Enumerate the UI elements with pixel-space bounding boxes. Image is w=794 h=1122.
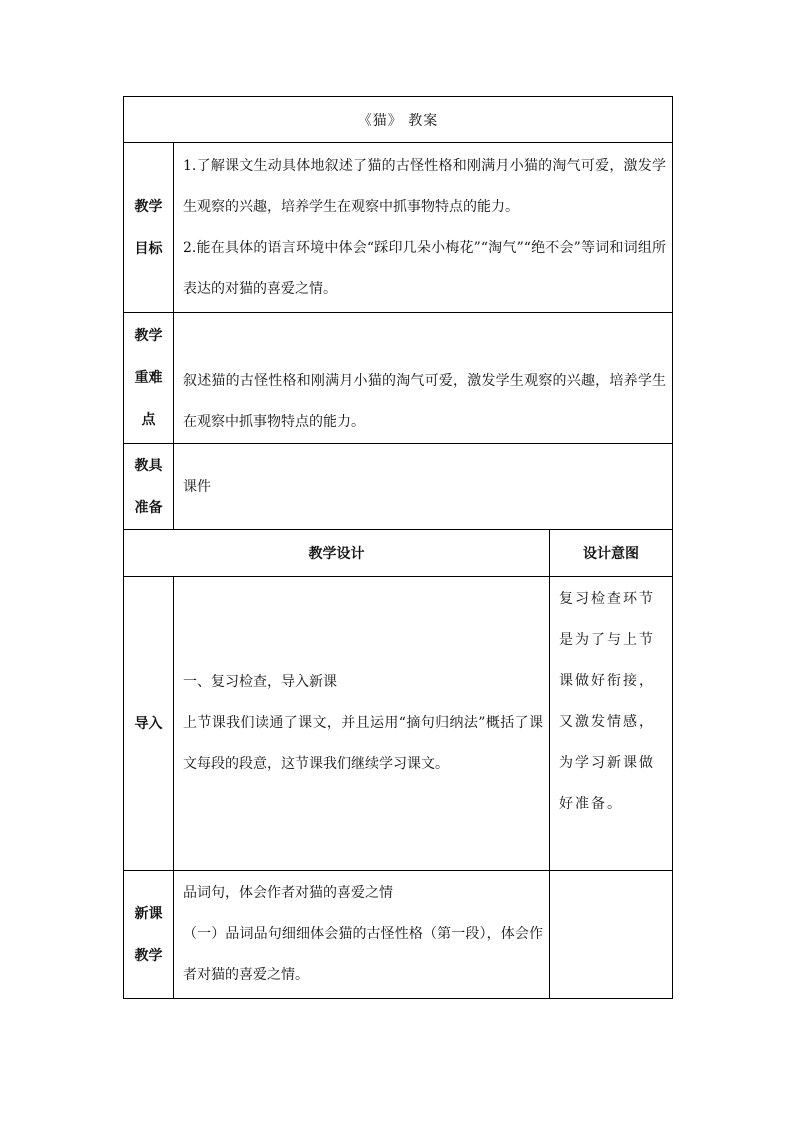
- materials-content: [174, 444, 673, 530]
- materials-label-top: 教具: [134, 457, 163, 474]
- intent-header: 设计意图: [550, 530, 673, 577]
- materials-row: [124, 444, 673, 530]
- key-points-label-1: 教学: [134, 328, 163, 344]
- section-header-row: [124, 530, 673, 577]
- intro-intent-text: 复习检查环节是为了与上节课做好衔接，又激发情感，为学习新课做好准备。: [559, 591, 655, 812]
- materials-label: [124, 444, 174, 530]
- goals-line-1: 1.了解课文生动具体地叙述了猫的古怪性格和刚满月小猫的淘气可爱，激发学生观察的兴趣，培养学生在观察中抓事物特点的能力。: [183, 157, 667, 215]
- intro-row: [124, 577, 673, 871]
- title-row: [124, 97, 673, 143]
- new-lesson-row: [124, 871, 673, 999]
- key-points-label: [124, 313, 174, 444]
- new-lesson-text: （一）品词品句细细体会猫的古怪性格（第一段），体会作者对猫的喜爱之情。: [183, 926, 543, 983]
- intro-intent: [550, 577, 673, 871]
- goals-content: [174, 143, 673, 313]
- goals-line-2: 2.能在具体的语言环境中体会“踩印几朵小梅花”“淘气”“绝不会”等词和词组所表达的对猫的喜爱之情。: [183, 239, 667, 297]
- lesson-plan-table: [123, 96, 673, 999]
- intro-heading: 一、复习检查，导入新课: [183, 674, 337, 690]
- design-header: 教学设计: [124, 530, 550, 577]
- goals-label: [124, 143, 174, 313]
- new-lesson-heading: 品词句，体会作者对猫的喜爱之情: [183, 885, 393, 901]
- key-points-label-2: 重难: [134, 370, 163, 386]
- materials-text: 课件: [183, 478, 211, 495]
- key-points-text: 叙述猫的古怪性格和刚满月小猫的淘气可爱，激发学生观察的兴趣，培养学生在观察中抓事物特点的能力。: [183, 373, 667, 430]
- new-lesson-intent: [550, 871, 673, 999]
- new-lesson-label-bottom: 教学: [134, 947, 163, 964]
- goals-row: [124, 143, 673, 313]
- goals-label-bottom: 目标: [134, 240, 163, 257]
- materials-label-bottom: 准备: [134, 499, 163, 516]
- key-points-content: [174, 313, 673, 444]
- intro-label: 导入: [124, 577, 174, 871]
- goals-label-top: 教学: [134, 198, 163, 215]
- key-points-label-3: 点: [141, 412, 156, 428]
- page-title: 《猫》 教案: [124, 97, 673, 143]
- new-lesson-label: [124, 871, 174, 999]
- new-lesson-content: [174, 871, 550, 999]
- new-lesson-label-top: 新课: [134, 905, 163, 922]
- key-points-row: [124, 313, 673, 444]
- intro-content: [174, 577, 550, 871]
- intro-text: 上节课我们读通了课文，并且运用“摘句归纳法”概括了课文每段的段意，这节课我们继续学习课文。: [183, 715, 543, 772]
